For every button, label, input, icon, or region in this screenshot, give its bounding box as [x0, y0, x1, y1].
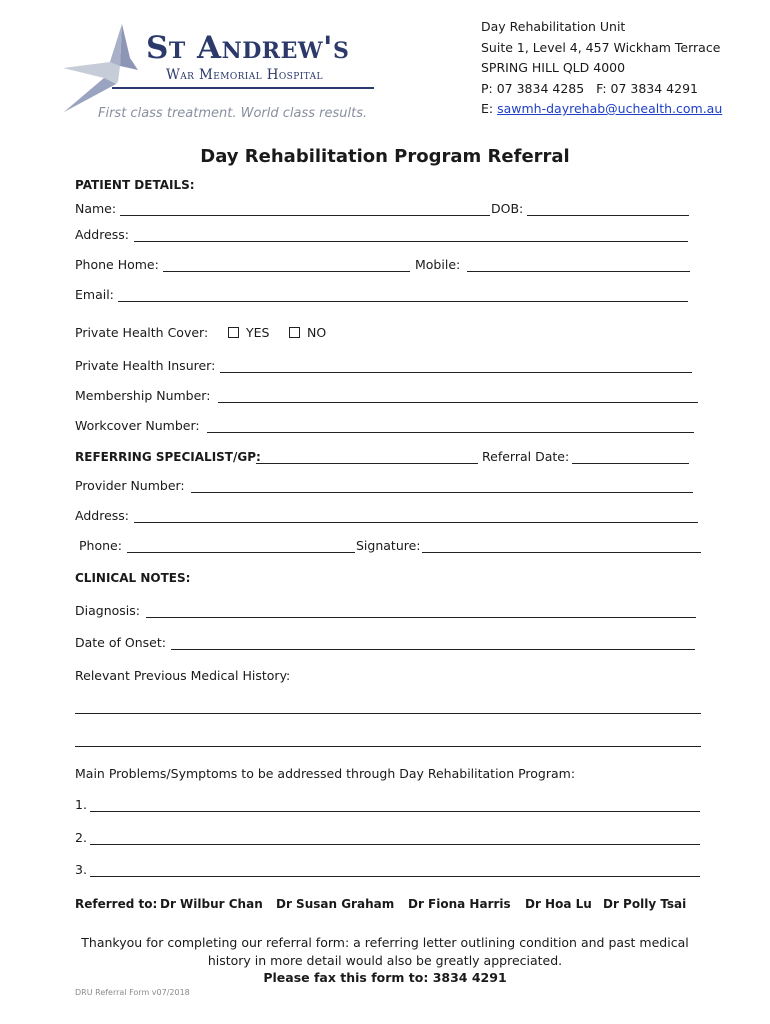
membership-field[interactable]	[218, 402, 698, 403]
contact-email-link[interactable]: sawmh-dayrehab@uchealth.com.au	[497, 101, 723, 116]
diagnosis-field[interactable]	[146, 617, 696, 618]
signature-field[interactable]	[422, 552, 701, 553]
yes-option[interactable]	[228, 325, 269, 341]
yes-label: YES	[246, 325, 270, 340]
dob-field[interactable]	[527, 215, 689, 216]
fax-instruction: Please fax this form to: 3834 4291	[263, 970, 507, 985]
membership-label: Membership Number:	[75, 388, 211, 403]
referral-date-label: Referral Date:	[482, 449, 570, 464]
name-label: Name:	[75, 201, 117, 216]
referrer-address-field[interactable]	[134, 522, 698, 523]
thanks-line-1: Thankyou for completing our referral form: a referring letter outlining condition and past medical	[81, 935, 689, 950]
doctor-option[interactable]: Dr Polly Tsai	[603, 897, 687, 911]
phone-home-label: Phone Home:	[75, 257, 159, 272]
insurer-field[interactable]	[220, 372, 692, 373]
workcover-label: Workcover Number:	[75, 418, 200, 433]
doctor-option[interactable]: Dr Fiona Harris	[408, 897, 511, 911]
referring-heading: REFERRING SPECIALIST/GP:	[75, 450, 261, 464]
logo-underline	[112, 87, 374, 89]
problem-3-number: 3.	[75, 862, 87, 877]
logo-name-line2: War Memorial Hospital	[166, 67, 323, 83]
referrer-address-label: Address:	[75, 508, 129, 523]
patient-details-heading: PATIENT DETAILS:	[75, 178, 195, 192]
contact-unit: Day Rehabilitation Unit	[481, 19, 626, 34]
problem-1-field[interactable]	[90, 811, 700, 812]
dob-label: DOB:	[491, 201, 524, 216]
onset-label: Date of Onset:	[75, 635, 166, 650]
email-field[interactable]	[118, 301, 688, 302]
phone-home-field[interactable]	[163, 271, 410, 272]
problem-2-field[interactable]	[90, 844, 700, 845]
referral-date-field[interactable]	[572, 463, 689, 464]
address-label: Address:	[75, 227, 129, 242]
logo-name-line1: St Andrew's	[146, 30, 350, 66]
private-cover-label: Private Health Cover:	[75, 325, 209, 340]
contact-block	[481, 17, 722, 120]
provider-number-field[interactable]	[191, 492, 693, 493]
mobile-label: Mobile:	[415, 257, 461, 272]
history-field-1[interactable]	[75, 713, 701, 714]
no-option[interactable]	[289, 325, 326, 341]
no-label: NO	[307, 325, 327, 340]
onset-field[interactable]	[171, 649, 695, 650]
logo-tagline: First class treatment. World class results.	[98, 106, 368, 121]
doctor-option[interactable]: Dr Wilbur Chan	[160, 897, 263, 911]
name-field[interactable]	[120, 215, 490, 216]
insurer-label: Private Health Insurer:	[75, 358, 216, 373]
contact-street: Suite 1, Level 4, 457 Wickham Terrace	[481, 39, 721, 55]
contact-email-row	[481, 99, 722, 120]
referrer-phone-label: Phone:	[79, 538, 122, 553]
email-label: Email:	[75, 287, 114, 302]
no-checkbox[interactable]	[289, 327, 300, 338]
form-version: DRU Referral Form v07/2018	[75, 988, 190, 997]
signature-label: Signature:	[356, 538, 421, 553]
referred-to-label: Referred to:	[75, 897, 158, 911]
problems-label: Main Problems/Symptoms to be addressed through Day Rehabilitation Program:	[75, 766, 576, 781]
referring-name-field[interactable]	[256, 463, 478, 464]
address-field[interactable]	[134, 241, 688, 242]
history-label: Relevant Previous Medical History:	[75, 668, 291, 683]
contact-phone-fax: P: 07 3834 4285 F: 07 3834 4291	[481, 80, 698, 96]
hospital-logo	[60, 22, 380, 122]
form-title: Day Rehabilitation Program Referral	[200, 146, 570, 167]
problem-1-number: 1.	[75, 797, 87, 812]
thanks-line-2: history in more detail would also be greatly appreciated.	[207, 953, 563, 968]
contact-city: SPRING HILL QLD 4000	[481, 60, 626, 75]
mobile-field[interactable]	[467, 271, 690, 272]
contact-email-prefix: E:	[481, 101, 498, 116]
history-field-2[interactable]	[75, 746, 701, 747]
doctor-option[interactable]: Dr Hoa Lu	[525, 897, 592, 911]
referrer-phone-field[interactable]	[127, 552, 355, 553]
problem-2-number: 2.	[75, 830, 87, 845]
problem-3-field[interactable]	[90, 876, 700, 877]
provider-number-label: Provider Number:	[75, 478, 185, 493]
diagnosis-label: Diagnosis:	[75, 603, 140, 618]
yes-checkbox[interactable]	[228, 327, 239, 338]
workcover-field[interactable]	[207, 432, 694, 433]
doctor-option[interactable]: Dr Susan Graham	[276, 897, 395, 911]
clinical-notes-heading: CLINICAL NOTES:	[75, 571, 191, 585]
